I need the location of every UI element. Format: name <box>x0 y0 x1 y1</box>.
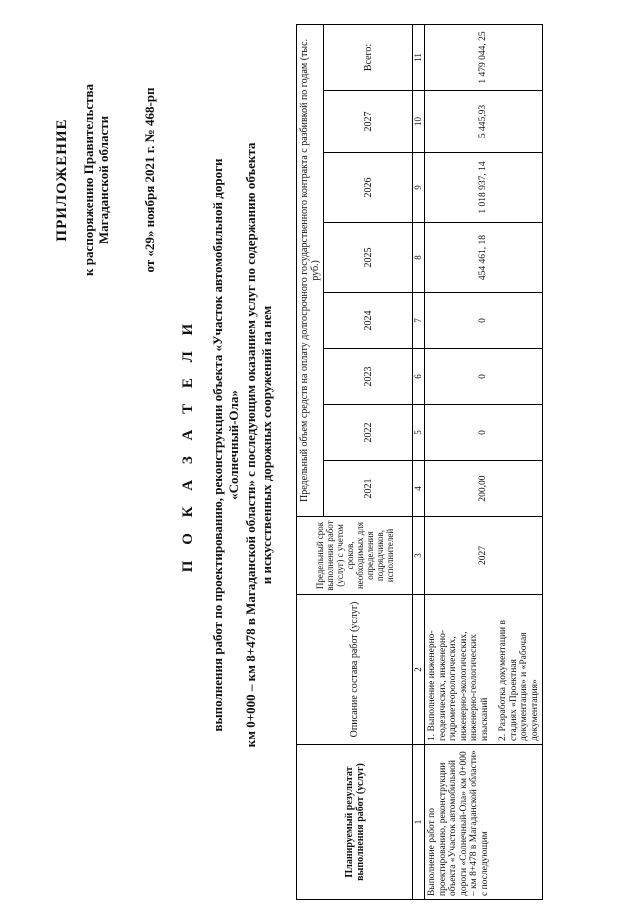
indicators-table <box>296 24 543 900</box>
appendix-line-2-text: Магаданской области <box>96 115 111 245</box>
header-year-2025: 2025 <box>324 223 413 293</box>
cell-value-total: 1 479 044, 25 <box>425 24 543 90</box>
appendix-title: ПРИЛОЖЕНИЕ <box>54 118 70 242</box>
column-number: 5 <box>413 405 425 461</box>
column-number: 2 <box>413 595 425 745</box>
description-item-1: 1. Выполнение инженерно-геодезических, инженерно-гидрометеорологических, инженерно-экологических, инженерно-геологических изысканий <box>427 630 490 741</box>
header-funding: Предельный объем средств на оплату долгосрочного государственного контракта с разбивкой по годам (тыс. руб.) <box>297 24 324 516</box>
subtitle-line-1: выполнения работ по проектированию, реконструкции объекта «Участок автомобильной дороги <box>210 158 225 732</box>
description-item-2: 2. Разработка документации в стадиях «Проектная документация» и «Рабочая документация» <box>498 620 540 741</box>
cell-value-2023: 0 <box>425 349 543 405</box>
column-number: 7 <box>413 293 425 349</box>
cell-value-2024: 0 <box>425 293 543 349</box>
column-number: 10 <box>413 91 425 153</box>
header-description: Описание состава работ (услуг) <box>297 595 413 745</box>
cell-value-2021: 200,00 <box>425 461 543 517</box>
header-row-1 <box>297 24 324 899</box>
subtitle-line-4: и искусственных дорожных сооружений на нем <box>259 305 274 585</box>
table-row <box>425 24 543 899</box>
header-year-2022: 2022 <box>324 405 413 461</box>
document-title: П О К А З А Т Е Л И <box>180 317 196 573</box>
column-number: 3 <box>413 517 425 595</box>
appendix-line-1 <box>81 15 111 345</box>
cell-planned-result: Выполнение работ по проектированию, реконструкции объекта «Участок автомобильной дороги «Солнечный-Ола» км 0+000 – км 8+478 в Магаданской области» с последующим <box>425 745 543 900</box>
cell-value-2025: 454 461, 18 <box>425 223 543 293</box>
column-number: 9 <box>413 153 425 223</box>
column-number: 6 <box>413 349 425 405</box>
header-year-2026: 2026 <box>324 153 413 223</box>
appendix-line-1-text: к распоряжению Правительства <box>81 83 96 277</box>
header-year-2021: 2021 <box>324 461 413 517</box>
header-deadline: Предельный срок выполнения работ (услуг) с учетом сроков, необходимых для определения подрядчиков, исполнителей <box>297 517 413 595</box>
header-year-2024: 2024 <box>324 293 413 349</box>
cell-description <box>425 595 543 745</box>
column-number: 1 <box>413 745 425 900</box>
cell-deadline: 2027 <box>425 517 543 595</box>
cell-value-2022: 0 <box>425 405 543 461</box>
cell-value-2026: 1 018 937, 14 <box>425 153 543 223</box>
cell-value-2027: 5 445,93 <box>425 91 543 153</box>
header-planned-result: Планируемый результат выполнения работ (услуг) <box>297 745 413 900</box>
column-number: 8 <box>413 223 425 293</box>
subtitle-line-2: «Солнечный-Ола» <box>226 390 241 500</box>
column-number: 4 <box>413 461 425 517</box>
column-numbers-row <box>413 24 425 899</box>
header-year-2027: 2027 <box>324 91 413 153</box>
header-total: Всего: <box>324 24 413 90</box>
appendix-date-line: от «29» ноября 2021 г. № 468-рп <box>142 87 157 273</box>
subtitle-line-3: км 0+000 – км 8+478 в Магаданской области» с последующим оказанием услуг по содержанию объекта <box>243 142 258 748</box>
header-year-2023: 2023 <box>324 349 413 405</box>
column-number: 11 <box>413 24 425 90</box>
